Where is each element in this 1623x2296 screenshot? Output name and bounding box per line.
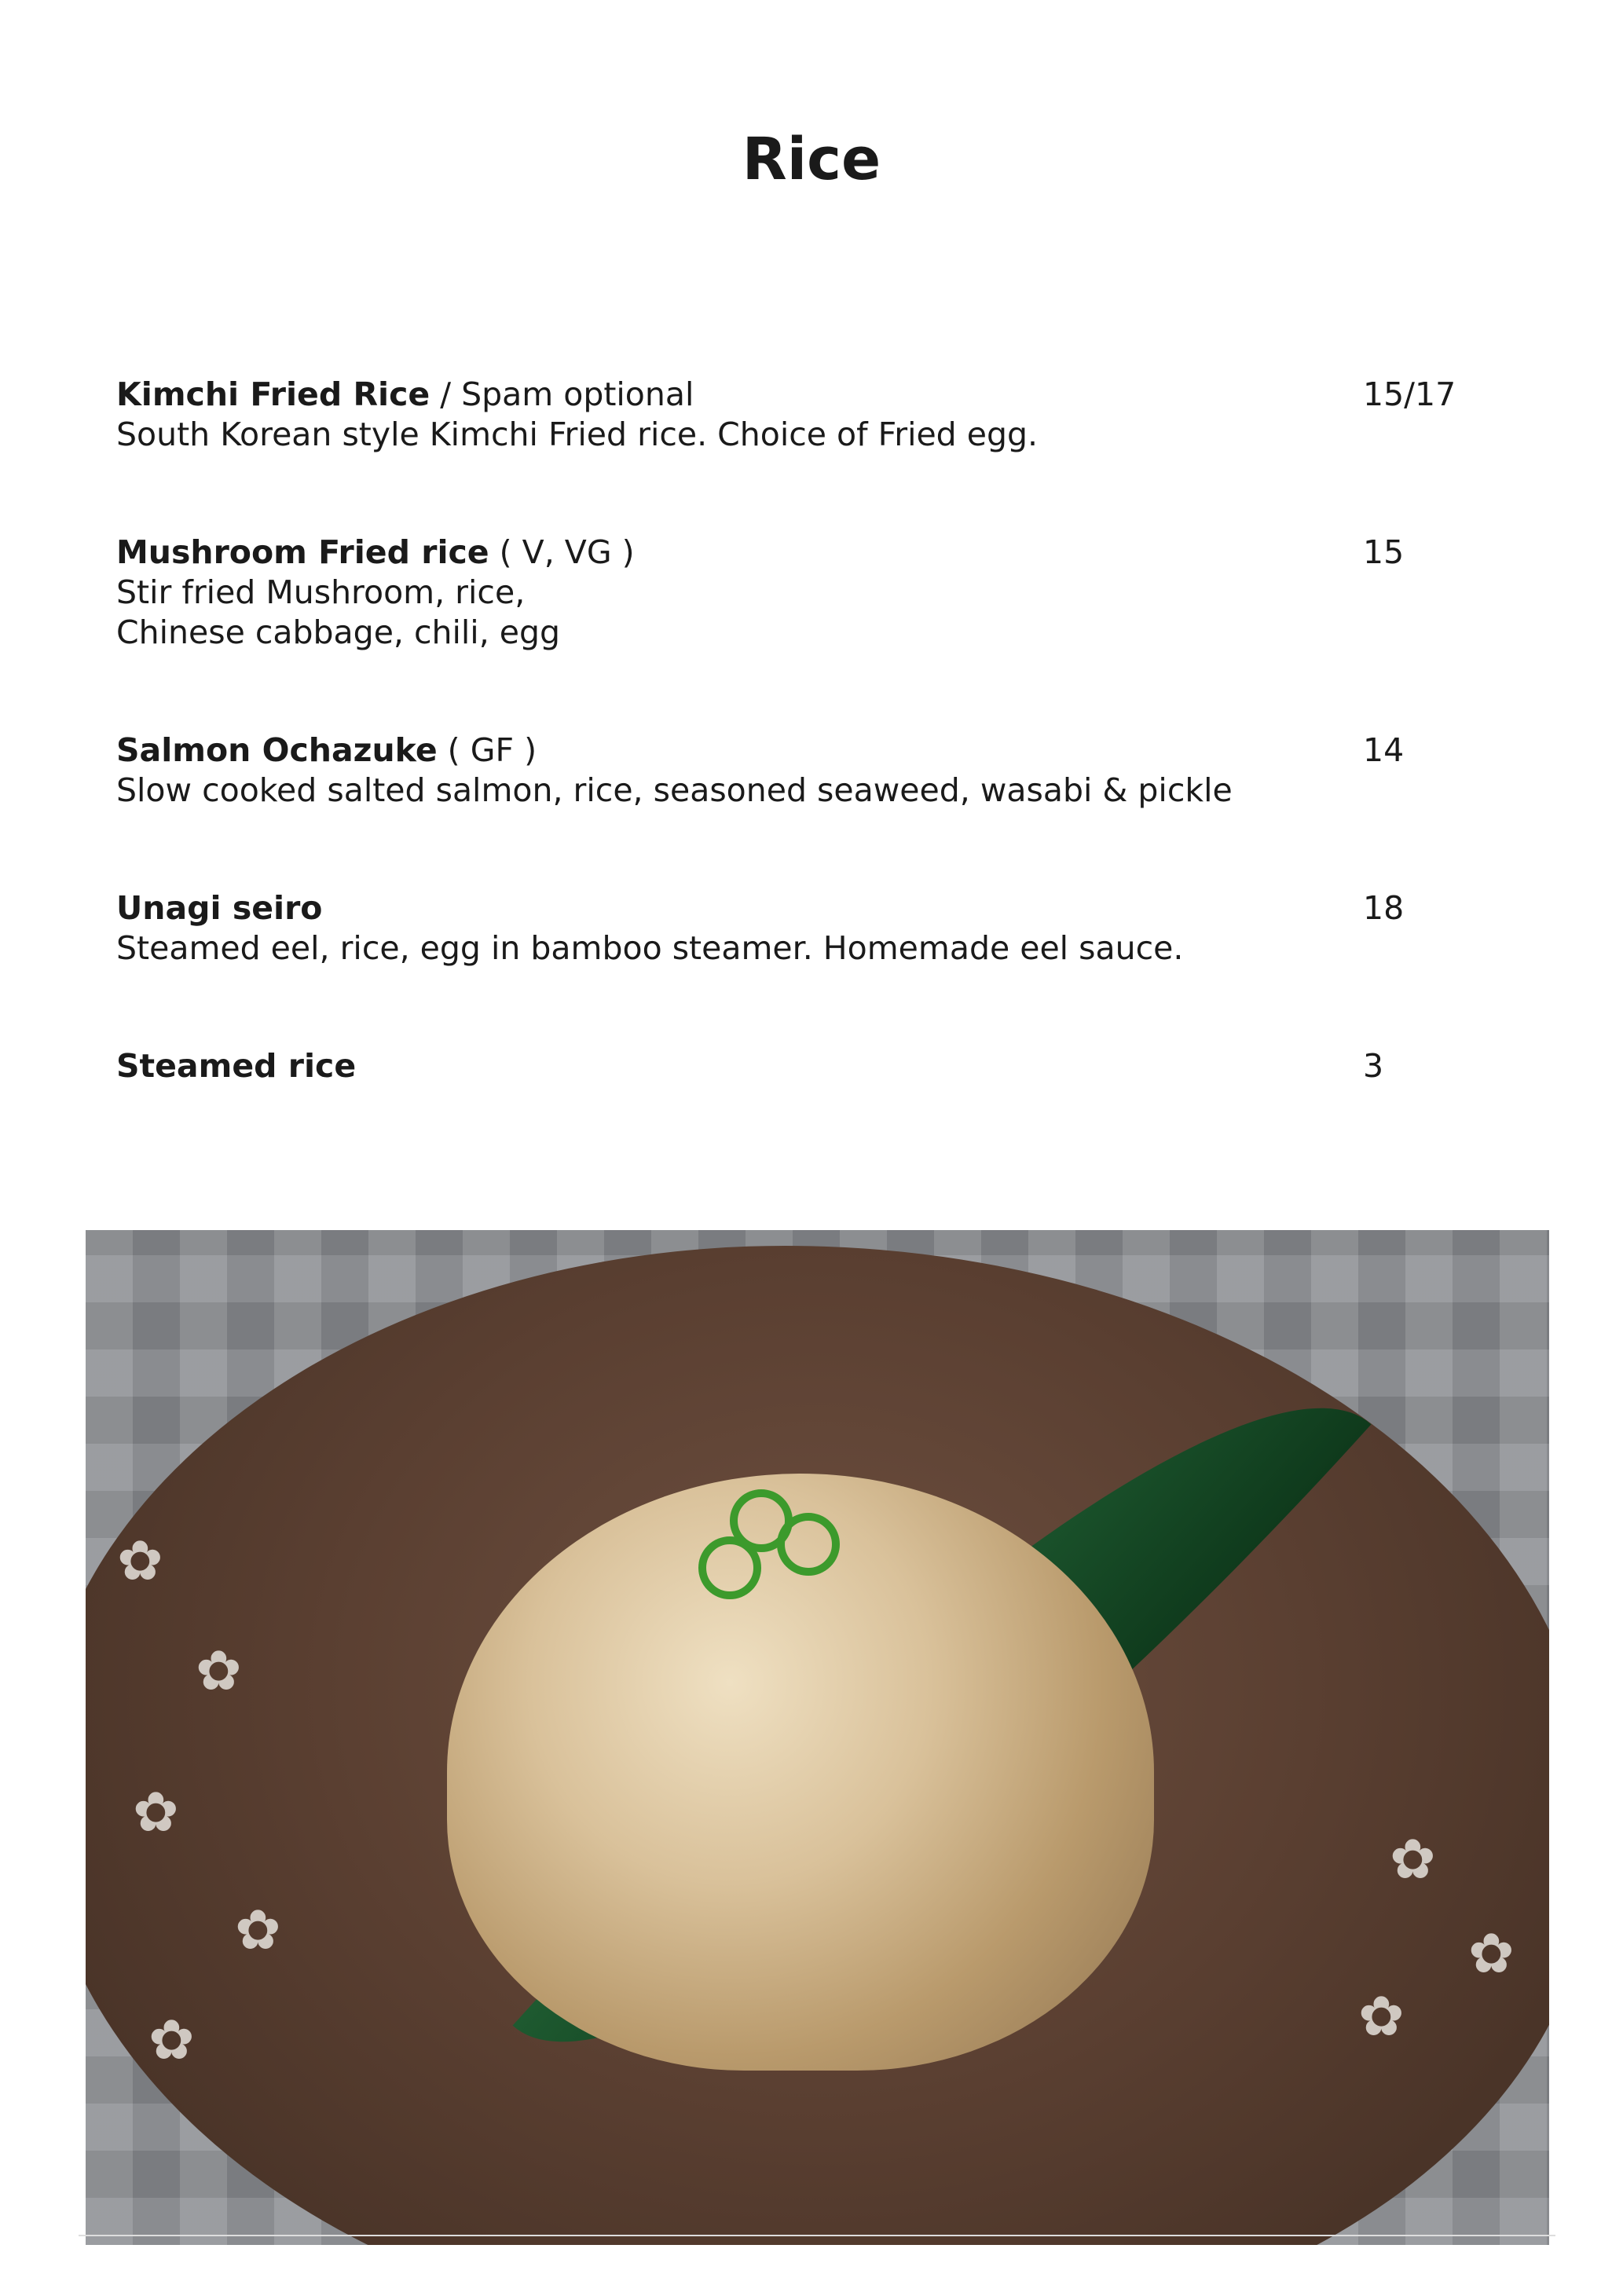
page-title: Rice (742, 126, 881, 193)
menu-item (116, 888, 1530, 969)
item-name: Kimchi Fried Rice (116, 375, 430, 413)
flower-pattern-icon: ✿ (148, 2008, 195, 2072)
item-name: Salmon Ochazuke (116, 731, 438, 769)
item-price: 18 (1363, 889, 1405, 927)
fried-rice-photo (86, 1230, 1549, 2245)
flower-pattern-icon: ✿ (117, 1529, 163, 1593)
item-price: 3 (1363, 1047, 1384, 1085)
item-price: 14 (1363, 731, 1405, 769)
flower-pattern-icon: ✿ (1358, 1984, 1405, 2049)
item-price: 15/17 (1363, 375, 1456, 413)
item-note: ( V, VG ) (489, 533, 635, 571)
menu-item (116, 731, 1530, 811)
item-name: Steamed rice (116, 1047, 357, 1085)
flower-pattern-icon: ✿ (133, 1780, 179, 1844)
menu-item (116, 375, 1530, 455)
item-description: Slow cooked salted salmon, rice, seasoned seaweed, wasabi & pickle (116, 771, 1233, 809)
flower-pattern-icon: ✿ (196, 1639, 242, 1703)
item-description: Chinese cabbage, chili, egg (116, 613, 561, 651)
flower-pattern-icon: ✿ (1390, 1827, 1436, 1891)
menu-item (116, 1046, 1530, 1086)
item-description: South Korean style Kimchi Fried rice. Choice of Fried egg. (116, 416, 1039, 453)
item-name: Unagi seiro (116, 889, 323, 927)
item-description: Stir fried Mushroom, rice, (116, 573, 526, 611)
item-note: ( GF ) (437, 731, 537, 769)
flower-pattern-icon: ✿ (1468, 1921, 1515, 1986)
menu-item (116, 533, 1530, 653)
item-price: 15 (1363, 533, 1405, 571)
item-name: Mushroom Fried rice (116, 533, 489, 571)
scallion-garnish (698, 1536, 761, 1599)
item-note: / Spam optional (430, 375, 694, 413)
divider (79, 2235, 1555, 2236)
scallion-garnish (777, 1513, 840, 1576)
item-description: Steamed eel, rice, egg in bamboo steamer. Homemade eel sauce. (116, 929, 1184, 967)
flower-pattern-icon: ✿ (235, 1898, 281, 1962)
